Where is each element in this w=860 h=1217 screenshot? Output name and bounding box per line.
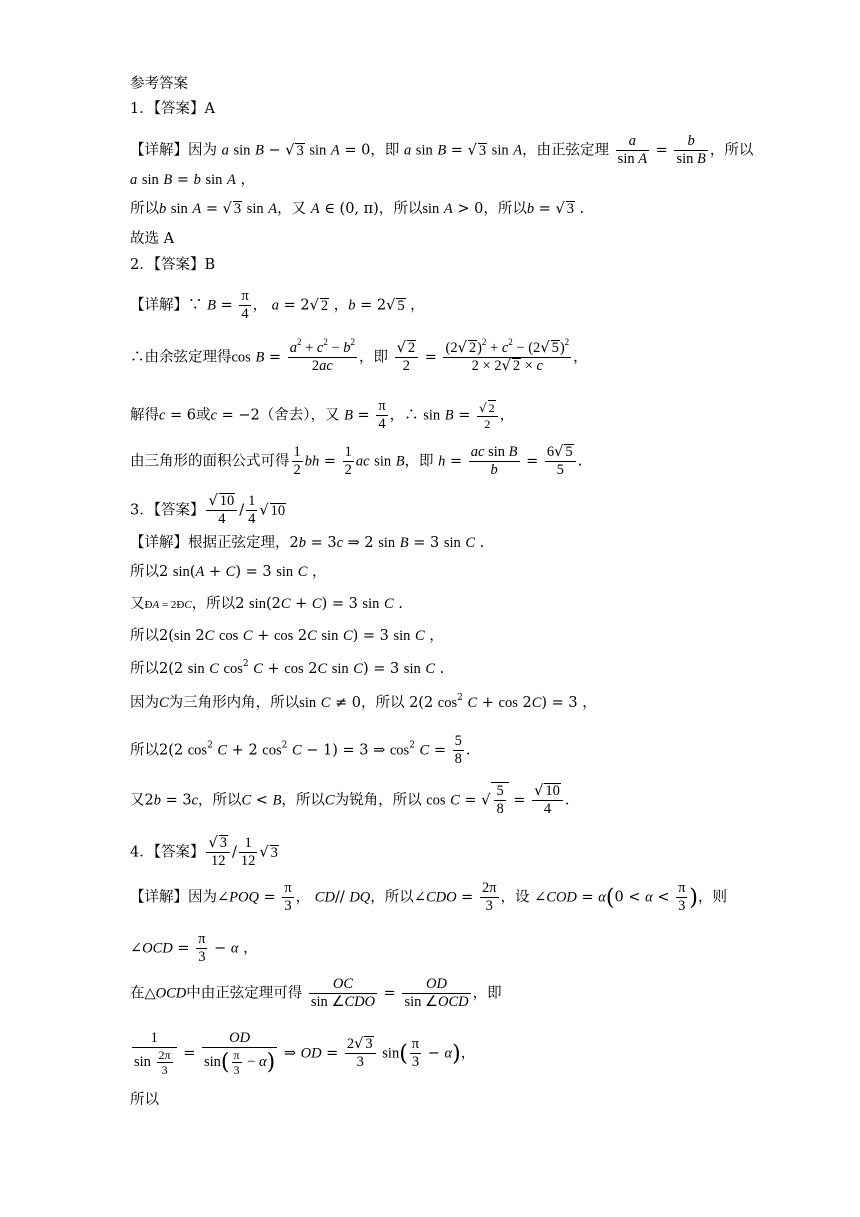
q3-detail-line4: 所以2(sin 2C cos C + cos 2C sin C) = 3 sin C ， xyxy=(130,628,444,644)
q4-detail-line4: 1 sin $\frac{2\pi}{3}$ = OD sin( $\frac{\pi}{3}$ − α) ⇒ OD = $\frac{2√ 3}{3}$ sin( $\frac{\pi}{3}$ − α)， xyxy=(134,1030,476,1077)
q2-answer: 2．【答案】B xyxy=(130,257,216,273)
q2-detail-line2: ∴由余弦定理得cos B = $\frac{a^2 + c^2 - b^2}{2ac}$ ，即 $\frac{√ 2}{2}$ = $\frac{(2√ 2)^2 + c^2 - (2√ 5)^2}{2 \times 2√ 2 \times c}$ ， xyxy=(130,337,588,374)
q1-detail-line2: a sin B = b sin A ， xyxy=(130,172,255,188)
page-title: 参考答案 xyxy=(130,76,188,92)
detail-label: 【详解】 xyxy=(130,889,188,906)
detail-label: 【详解】 xyxy=(130,297,188,314)
detail-label: 【详解】 xyxy=(130,142,188,159)
q1-detail-line3: 所以b sin A = √ 3 sin A，又 A ∈ (0, π)，所以sin A > 0，所以b = √ 3 . xyxy=(130,201,585,217)
q2-detail-line4: 由三角形的面积公式可得 $\frac{1}{2}$ bh = $\frac{1}{2}$ ac sin B，即 h = $\frac{\text{ac sin B}}{b}$ = $\frac{6√ 5}{5}$ . xyxy=(130,444,583,478)
q1-conclusion: 故选 A xyxy=(130,231,175,247)
q4-answer: 4．【答案】 $\frac{√ 3}{12}$ / $\frac{1}{12}$ √ 3 xyxy=(130,835,278,869)
q3-detail-line2: 所以2 sin(A + C) = 3 sin C ， xyxy=(130,564,327,580)
q1-answer: 1．【答案】A xyxy=(130,101,215,117)
q1-detail-line1: 【详解】因为 a sin B − √ 3 sin A = 0，即 a sin B = √ 3 sin A，由正弦定理 $\frac{a}{\text{sin A}}$ = $\frac{b}{\text{sin B}}$ ，所以 xyxy=(130,133,754,167)
q4-detail-line3: 在△OCD中由正弦定理可得 $\frac{OC}{\text{sin ∠CDO}}$ = $\frac{OD}{\text{sin ∠OCD}}$ ，即 xyxy=(130,976,502,1010)
q3-detail-line8: 又2b = 3c，所以C < B，所以C为锐角，所以 cos C = √ $\frac{5}{8}$ = $\frac{√ 10}{4}$ . xyxy=(130,783,570,817)
q4-detail-line2: ∠OCD = $\frac{\pi}{3}$ − α ， xyxy=(130,931,258,965)
q3-detail-line3: 又ÐA = 2ÐC，所以2 sin(2C + C) = 3 sin C . xyxy=(130,596,403,612)
q4-final: 所以 xyxy=(130,1092,159,1108)
q2-detail-line3: 解得c = 6或c = −2（舍去），又 B = $\frac{\pi}{4}$ ，∴ sin B = $\frac{√ 2}{2}$ ， xyxy=(130,398,515,432)
q2-detail-line1: 【详解】∵ B = $\frac{\pi}{4}$ ， a = 2√ 2 ，b = 2√ 5 ， xyxy=(130,288,425,322)
q3-detail-line5: 所以2(2 sin C $\cos^2 C + \cos 2C$ sin C) = 3 sin C . xyxy=(130,659,445,677)
detail-label: 【详解】 xyxy=(130,535,188,551)
q3-detail-line1: 【详解】根据正弦定理，2b = 3c ⇒ 2 sin B = 3 sin C . xyxy=(130,535,485,551)
q3-answer: 3．【答案】 $\frac{√ 10}{4}$ / $\frac{1}{4}$ √ 10 xyxy=(130,493,286,527)
q3-detail-line6: 因为C为三角形内角，所以sin C ≠ 0，所以 2(2 $\cos^2 C + \cos 2C) = 3$ ， xyxy=(130,693,597,711)
q3-detail-line7: 所以2(2 $\cos^2 C + 2$ $\cos^2 C - 1) = 3$ ⇒ $\cos^2 C$ = $\frac{5}{8}$ . xyxy=(130,733,471,767)
q4-detail-line1: 【详解】因为∠POQ = $\frac{\pi}{3}$ ， CD// DQ，所以∠CDO = $\frac{2\pi}{3}$ ，设 ∠COD = α(0 < α < $\frac{\pi}{3}$ )，则 xyxy=(130,880,728,914)
